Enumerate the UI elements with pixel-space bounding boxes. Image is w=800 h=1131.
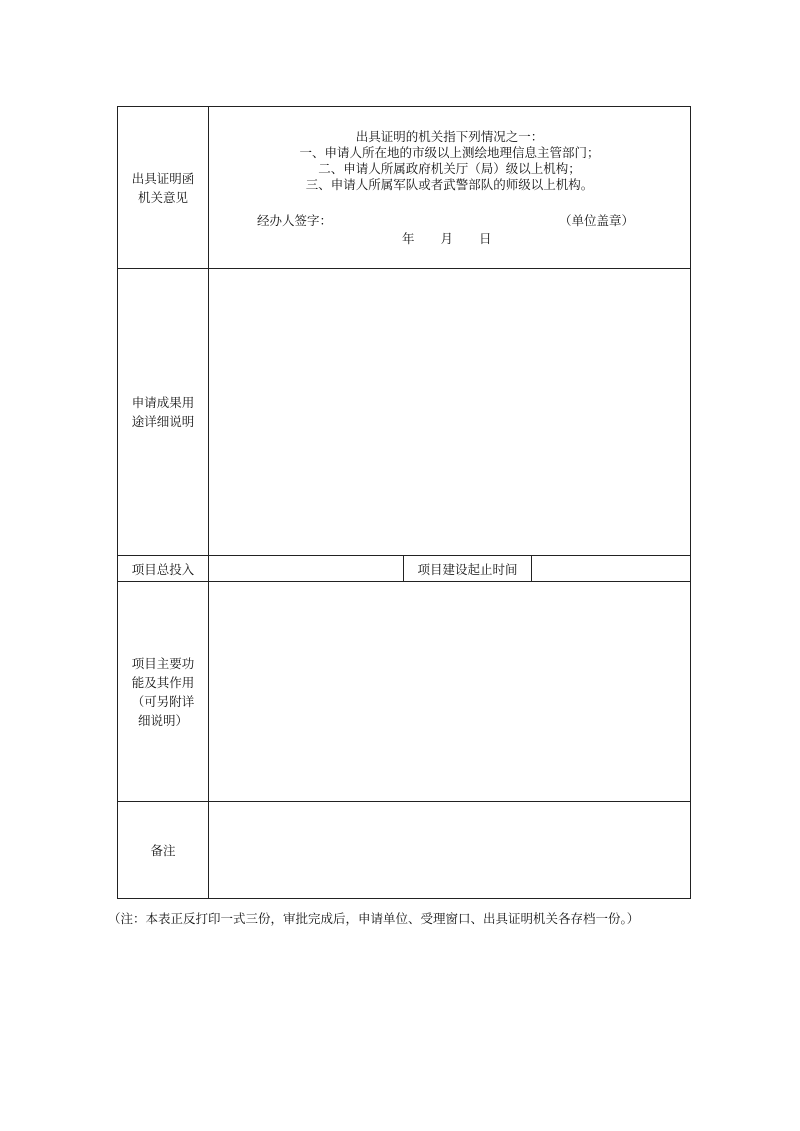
- date-year-label: 年: [402, 231, 415, 246]
- remarks-input-cell[interactable]: [209, 802, 691, 899]
- investment-row: [118, 556, 691, 582]
- opinion-label: 出具证明函 机关意见: [131, 170, 195, 205]
- instruction-line: 一、申请人所在地的市级以上测绘地理信息主管部门；: [299, 145, 600, 160]
- opinion-content-cell[interactable]: [209, 107, 691, 269]
- remarks-row: [118, 802, 691, 899]
- function-input-cell[interactable]: [209, 582, 691, 802]
- opinion-row: [118, 107, 691, 269]
- construction-period-input-cell[interactable]: [532, 556, 691, 582]
- construction-period-label: 项目建设起止时间: [404, 556, 532, 582]
- total-investment-input-cell[interactable]: [209, 556, 404, 582]
- opinion-instructions: [209, 129, 690, 193]
- footnote: （注：本表正反打印一式三份，审批完成后，申请单位、受理窗口、出具证明机关各存档一份。）: [108, 911, 640, 926]
- seal-label: （单位盖章）: [559, 213, 635, 228]
- application-form-table: [117, 106, 691, 899]
- instruction-line: 三、申请人所属军队或者武警部队的师级以上机构。: [305, 177, 594, 192]
- function-row: [118, 582, 691, 802]
- function-label: 项目主要功 能及其作用 （可另附详 细说明）: [131, 655, 195, 728]
- date-day-label: 日: [479, 231, 492, 246]
- usage-label-cell: [118, 269, 209, 556]
- date-line: [402, 229, 492, 247]
- instruction-line: 二、申请人所属政府机关厅（局）级以上机构；: [318, 161, 581, 176]
- usage-row: [118, 269, 691, 556]
- opinion-label-cell: [118, 107, 209, 269]
- signer-label: 经办人签字：: [257, 213, 333, 228]
- function-label-cell: [118, 582, 209, 802]
- instruction-line: 出具证明的机关指下列情况之一：: [355, 129, 544, 144]
- usage-label: 申请成果用 途详细说明: [131, 395, 195, 429]
- total-investment-label: 项目总投入: [118, 556, 209, 582]
- usage-input-cell[interactable]: [209, 269, 691, 556]
- remarks-label: 备注: [150, 842, 176, 858]
- remarks-label-cell: [118, 802, 209, 899]
- date-month-label: 月: [440, 231, 454, 246]
